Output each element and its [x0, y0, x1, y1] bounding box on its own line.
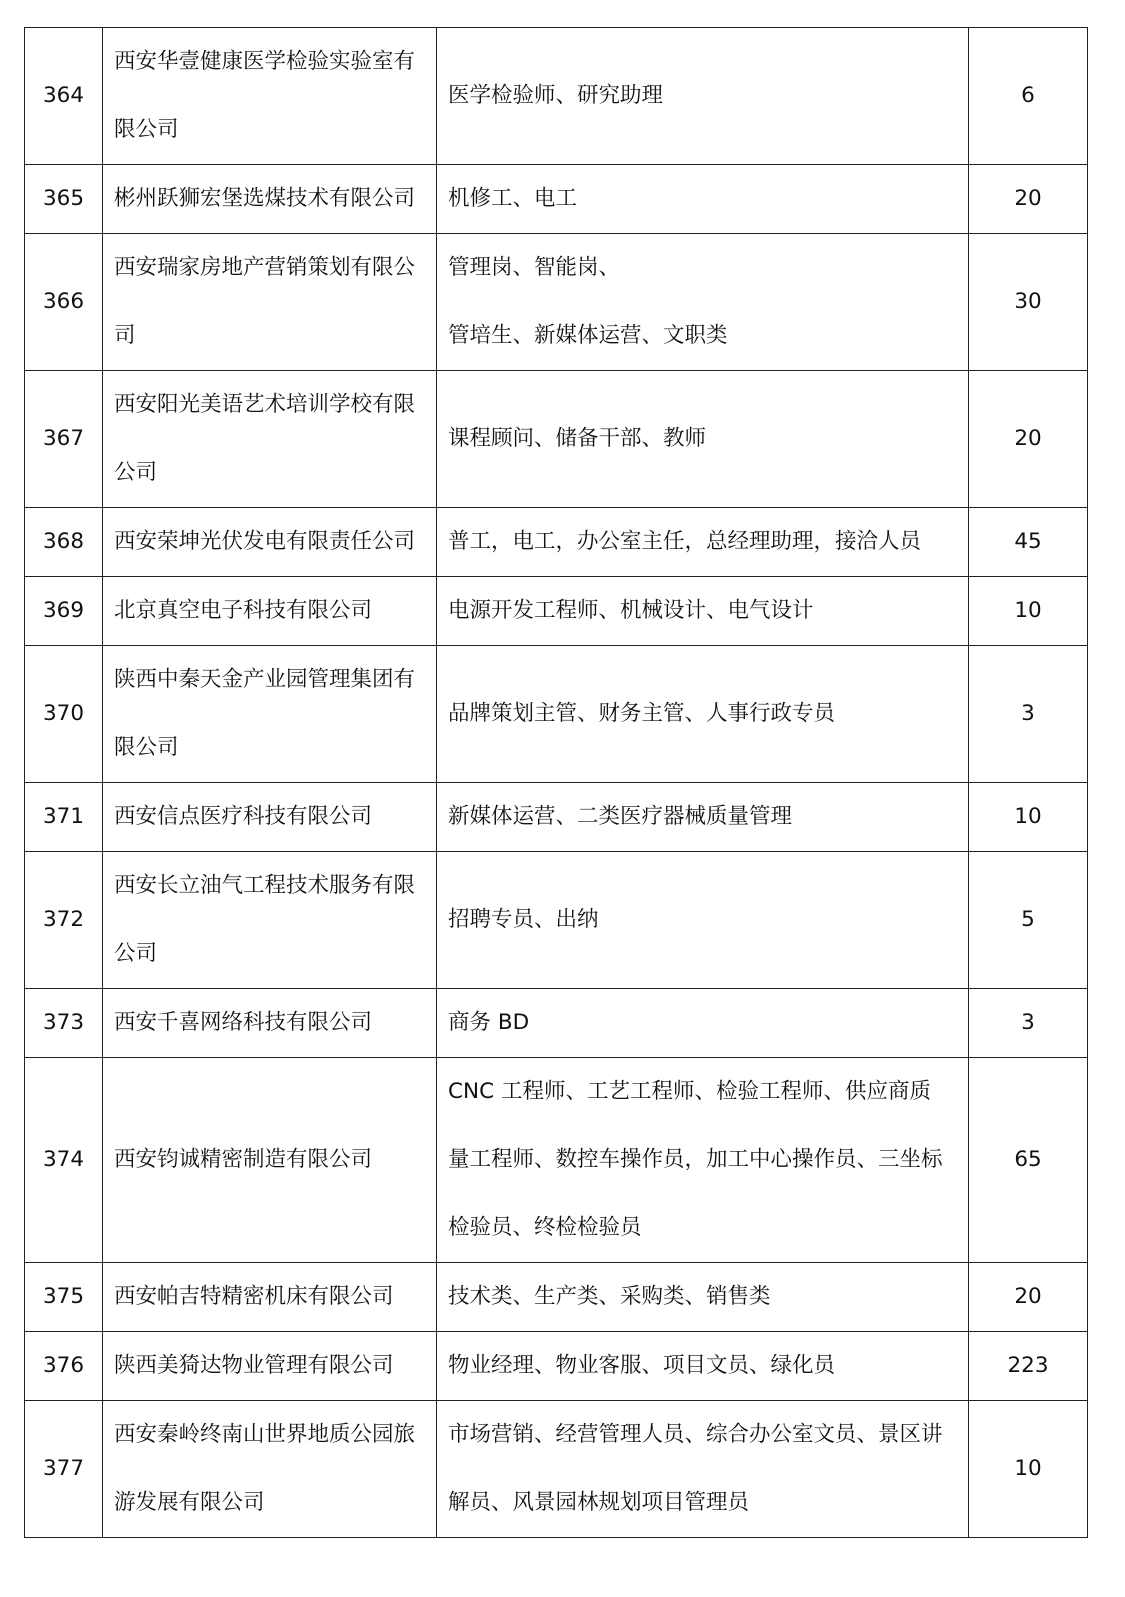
positions-cell	[437, 577, 969, 646]
headcount-cell: 20	[969, 371, 1088, 508]
company-name-cell	[103, 1058, 437, 1263]
company-name-cell	[103, 1401, 437, 1538]
positions-line: 机修工、电工	[448, 186, 578, 211]
company-name-cell	[103, 989, 437, 1058]
row-number: 364	[25, 28, 103, 165]
row-number: 377	[25, 1401, 103, 1538]
table-row	[25, 165, 1088, 234]
table-row	[25, 783, 1088, 852]
table-row	[25, 234, 1088, 371]
headcount-cell: 45	[969, 508, 1088, 577]
headcount-cell: 10	[969, 783, 1088, 852]
positions-cell	[437, 371, 969, 508]
positions-cell	[437, 28, 969, 165]
row-number: 365	[25, 165, 103, 234]
company-name-line: 彬州跃狮宏堡选煤技术有限公司	[114, 186, 416, 211]
row-number: 376	[25, 1332, 103, 1401]
company-name-line: 限公司	[114, 117, 179, 142]
row-number: 370	[25, 646, 103, 783]
company-name-line: 西安长立油气工程技术服务有限	[114, 873, 416, 898]
table-row	[25, 371, 1088, 508]
positions-line: 技术类、生产类、采购类、销售类	[448, 1284, 771, 1309]
company-name-line: 游发展有限公司	[114, 1490, 265, 1515]
company-name-line: 西安荣坤光伏发电有限责任公司	[114, 529, 416, 554]
headcount-cell: 20	[969, 165, 1088, 234]
row-number: 373	[25, 989, 103, 1058]
row-number: 368	[25, 508, 103, 577]
table-row	[25, 1332, 1088, 1401]
row-number: 369	[25, 577, 103, 646]
positions-cell	[437, 234, 969, 371]
headcount-cell: 223	[969, 1332, 1088, 1401]
table-row	[25, 1058, 1088, 1263]
table-row	[25, 852, 1088, 989]
company-name-line: 北京真空电子科技有限公司	[114, 598, 373, 623]
company-name-cell	[103, 577, 437, 646]
company-name-line: 西安帕吉特精密机床有限公司	[114, 1284, 394, 1309]
company-name-cell	[103, 234, 437, 371]
company-name-cell	[103, 1332, 437, 1401]
table-row	[25, 28, 1088, 165]
company-name-line: 西安瑞家房地产营销策划有限公	[114, 255, 416, 280]
table-row	[25, 646, 1088, 783]
positions-line: 电源开发工程师、机械设计、电气设计	[448, 598, 814, 623]
positions-line: 课程顾问、储备干部、教师	[448, 426, 707, 451]
table-body	[25, 28, 1088, 1538]
company-name-cell	[103, 28, 437, 165]
row-number: 372	[25, 852, 103, 989]
headcount-cell: 10	[969, 577, 1088, 646]
table-row	[25, 989, 1088, 1058]
row-number: 371	[25, 783, 103, 852]
company-name-line: 西安阳光美语艺术培训学校有限	[114, 392, 416, 417]
company-name-cell	[103, 852, 437, 989]
headcount-cell: 20	[969, 1263, 1088, 1332]
positions-cell	[437, 165, 969, 234]
positions-line: 物业经理、物业客服、项目文员、绿化员	[448, 1353, 836, 1378]
company-name-line: 公司	[114, 460, 158, 485]
headcount-cell: 5	[969, 852, 1088, 989]
company-name-line: 西安信点医疗科技有限公司	[114, 804, 373, 829]
positions-line: 普工，电工，办公室主任，总经理助理，接洽人员	[448, 529, 922, 554]
company-name-cell	[103, 1263, 437, 1332]
headcount-cell: 65	[969, 1058, 1088, 1263]
row-number: 374	[25, 1058, 103, 1263]
company-name-line: 西安千喜网络科技有限公司	[114, 1010, 373, 1035]
table-row	[25, 577, 1088, 646]
positions-cell	[437, 852, 969, 989]
positions-line: 管培生、新媒体运营、文职类	[448, 323, 728, 348]
positions-cell	[437, 1401, 969, 1538]
positions-line: 管理岗、智能岗、	[448, 255, 621, 280]
headcount-cell: 10	[969, 1401, 1088, 1538]
positions-line: 市场营销、经营管理人员、综合办公室文员、景区讲	[448, 1422, 943, 1447]
company-name-line: 限公司	[114, 735, 179, 760]
company-name-cell	[103, 165, 437, 234]
headcount-cell: 3	[969, 646, 1088, 783]
positions-cell	[437, 989, 969, 1058]
table-row	[25, 1263, 1088, 1332]
positions-line: 量工程师、数控车操作员，加工中心操作员、三坐标	[448, 1147, 943, 1172]
company-name-line: 西安钧诚精密制造有限公司	[114, 1147, 373, 1172]
positions-line: 医学检验师、研究助理	[448, 83, 664, 108]
company-name-line: 陕西美猗达物业管理有限公司	[114, 1353, 394, 1378]
positions-cell	[437, 1263, 969, 1332]
company-name-line: 司	[114, 323, 136, 348]
positions-line: 商务 BD	[448, 1010, 530, 1035]
company-name-line: 西安秦岭终南山世界地质公园旅	[114, 1422, 416, 1447]
row-number: 366	[25, 234, 103, 371]
positions-line: CNC 工程师、工艺工程师、检验工程师、供应商质	[448, 1079, 931, 1104]
positions-cell	[437, 1058, 969, 1263]
headcount-cell: 3	[969, 989, 1088, 1058]
positions-cell	[437, 783, 969, 852]
headcount-cell: 6	[969, 28, 1088, 165]
positions-line: 解员、风景园林规划项目管理员	[448, 1490, 750, 1515]
positions-line: 新媒体运营、二类医疗器械质量管理	[448, 804, 793, 829]
company-name-line: 西安华壹健康医学检验实验室有	[114, 49, 416, 74]
recruitment-table	[24, 27, 1088, 1538]
company-name-cell	[103, 646, 437, 783]
table-row	[25, 1401, 1088, 1538]
company-name-cell	[103, 783, 437, 852]
company-name-line: 陕西中秦天金产业园管理集团有	[114, 667, 416, 692]
table-row	[25, 508, 1088, 577]
positions-line: 招聘专员、出纳	[448, 907, 599, 932]
row-number: 375	[25, 1263, 103, 1332]
company-name-cell	[103, 371, 437, 508]
row-number: 367	[25, 371, 103, 508]
positions-cell	[437, 1332, 969, 1401]
company-name-cell	[103, 508, 437, 577]
positions-cell	[437, 508, 969, 577]
company-name-line: 公司	[114, 941, 158, 966]
positions-line: 检验员、终检检验员	[448, 1215, 642, 1240]
headcount-cell: 30	[969, 234, 1088, 371]
positions-line: 品牌策划主管、财务主管、人事行政专员	[448, 701, 836, 726]
positions-cell	[437, 646, 969, 783]
